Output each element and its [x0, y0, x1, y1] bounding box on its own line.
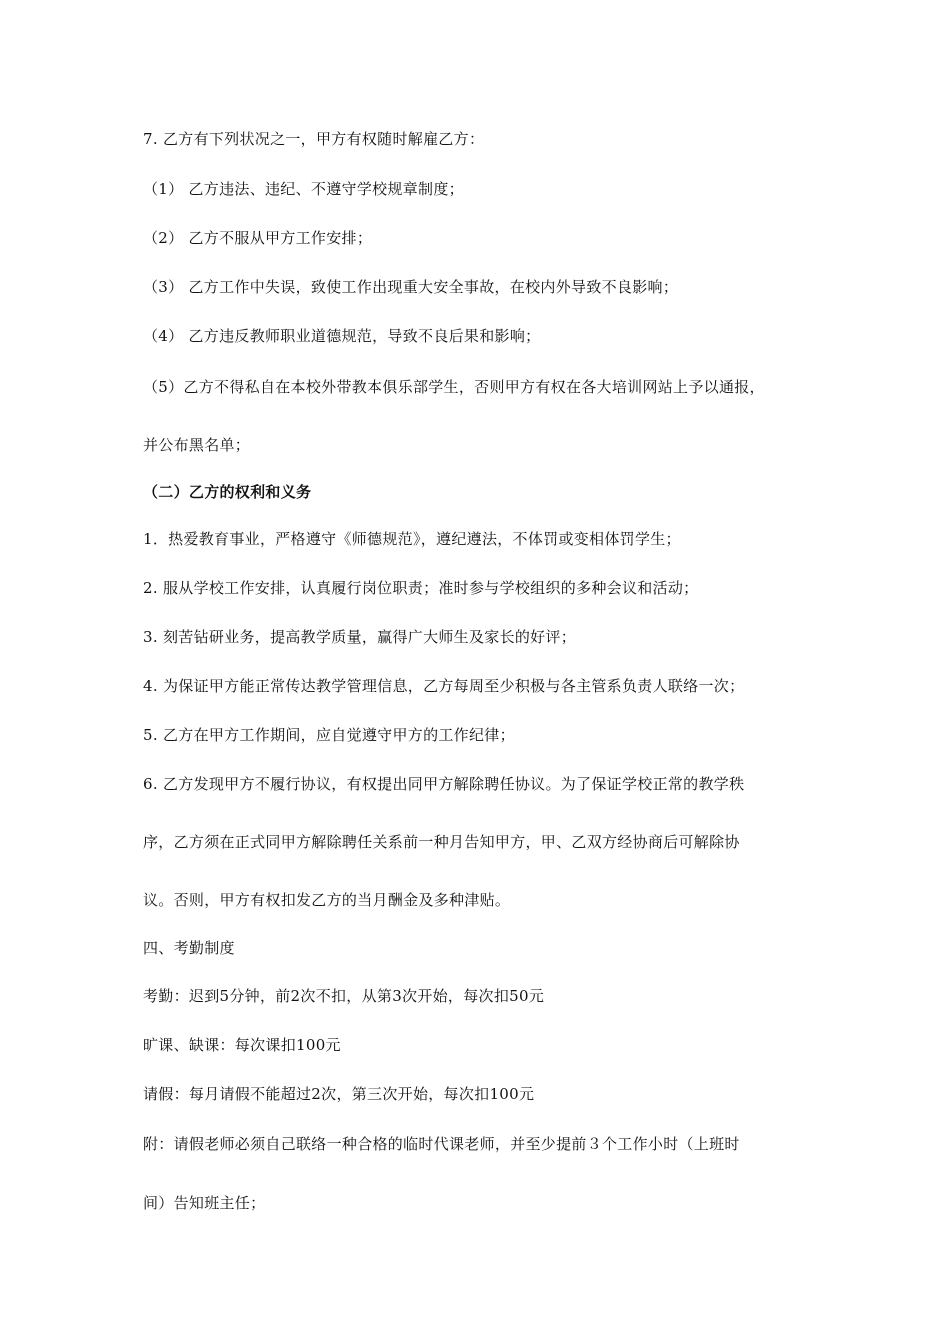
- rights-item-6-continued-1: 序，乙方须在正式同甲方解除聘任关系前一种月告知甲方，甲、乙双方经协商后可解除协: [143, 833, 740, 851]
- rights-item-1: 1．热爱教育事业，严格遵守《师德规范》，遵纪遵法，不体罚或变相体罚学生；: [143, 530, 681, 548]
- clause-7-item-1: （1） 乙方违法、违纪、不遵守学校规章制度；: [143, 180, 464, 198]
- clause-7-item-3: （3） 乙方工作中失误，致使工作出现重大安全事故，在校内外导致不良影响；: [143, 278, 679, 296]
- rights-item-3: 3. 刻苦钻研业务，提高教学质量，赢得广大师生及家长的好评；: [143, 628, 577, 646]
- rights-item-4: 4. 为保证甲方能正常传达教学管理信息，乙方每周至少积极与各主管系负责人联络一次；: [143, 677, 745, 695]
- attendance-note: 附：请假老师必须自己联络一种合格的临时代课老师，并至少提前３个工作小时（上班时: [143, 1135, 740, 1153]
- attendance-rule-leave: 请假：每月请假不能超过2次，第三次开始，每次扣100元: [143, 1085, 535, 1103]
- clause-7-item-5: （5）乙方不得私自在本校外带教本俱乐部学生，否则甲方有权在各大培训网站上予以通报，: [143, 378, 765, 396]
- rights-item-6-continued-2: 议。否则，甲方有权扣发乙方的当月酬金及多种津贴。: [143, 891, 511, 909]
- rights-item-6: 6. 乙方发现甲方不履行协议，有权提出同甲方解除聘任协议。为了保证学校正常的教学秩: [143, 775, 745, 793]
- rights-item-5: 5. 乙方在甲方工作期间，应自觉遵守甲方的工作纪律；: [143, 726, 515, 744]
- section-attendance-heading: 四、考勤制度: [143, 939, 235, 957]
- attendance-note-continued: 间）告知班主任；: [143, 1194, 266, 1212]
- clause-7-intro: 7. 乙方有下列状况之一，甲方有权随时解雇乙方：: [143, 130, 485, 148]
- attendance-rule-lateness: 考勤：迟到5分钟，前2次不扣，从第3次开始，每次扣50元: [143, 987, 545, 1005]
- clause-7-item-4: （4） 乙方违反教师职业道德规范，导致不良后果和影响；: [143, 327, 541, 345]
- section-rights-heading: （二）乙方的权利和义务: [143, 483, 312, 501]
- clause-7-item-5-continued: 并公布黑名单；: [143, 436, 251, 454]
- attendance-rule-absence: 旷课、缺课：每次课扣100元: [143, 1036, 341, 1054]
- rights-item-2: 2. 服从学校工作安排，认真履行岗位职责；准时参与学校组织的多种会议和活动；: [143, 579, 699, 597]
- clause-7-item-2: （2） 乙方不服从甲方工作安排；: [143, 229, 373, 247]
